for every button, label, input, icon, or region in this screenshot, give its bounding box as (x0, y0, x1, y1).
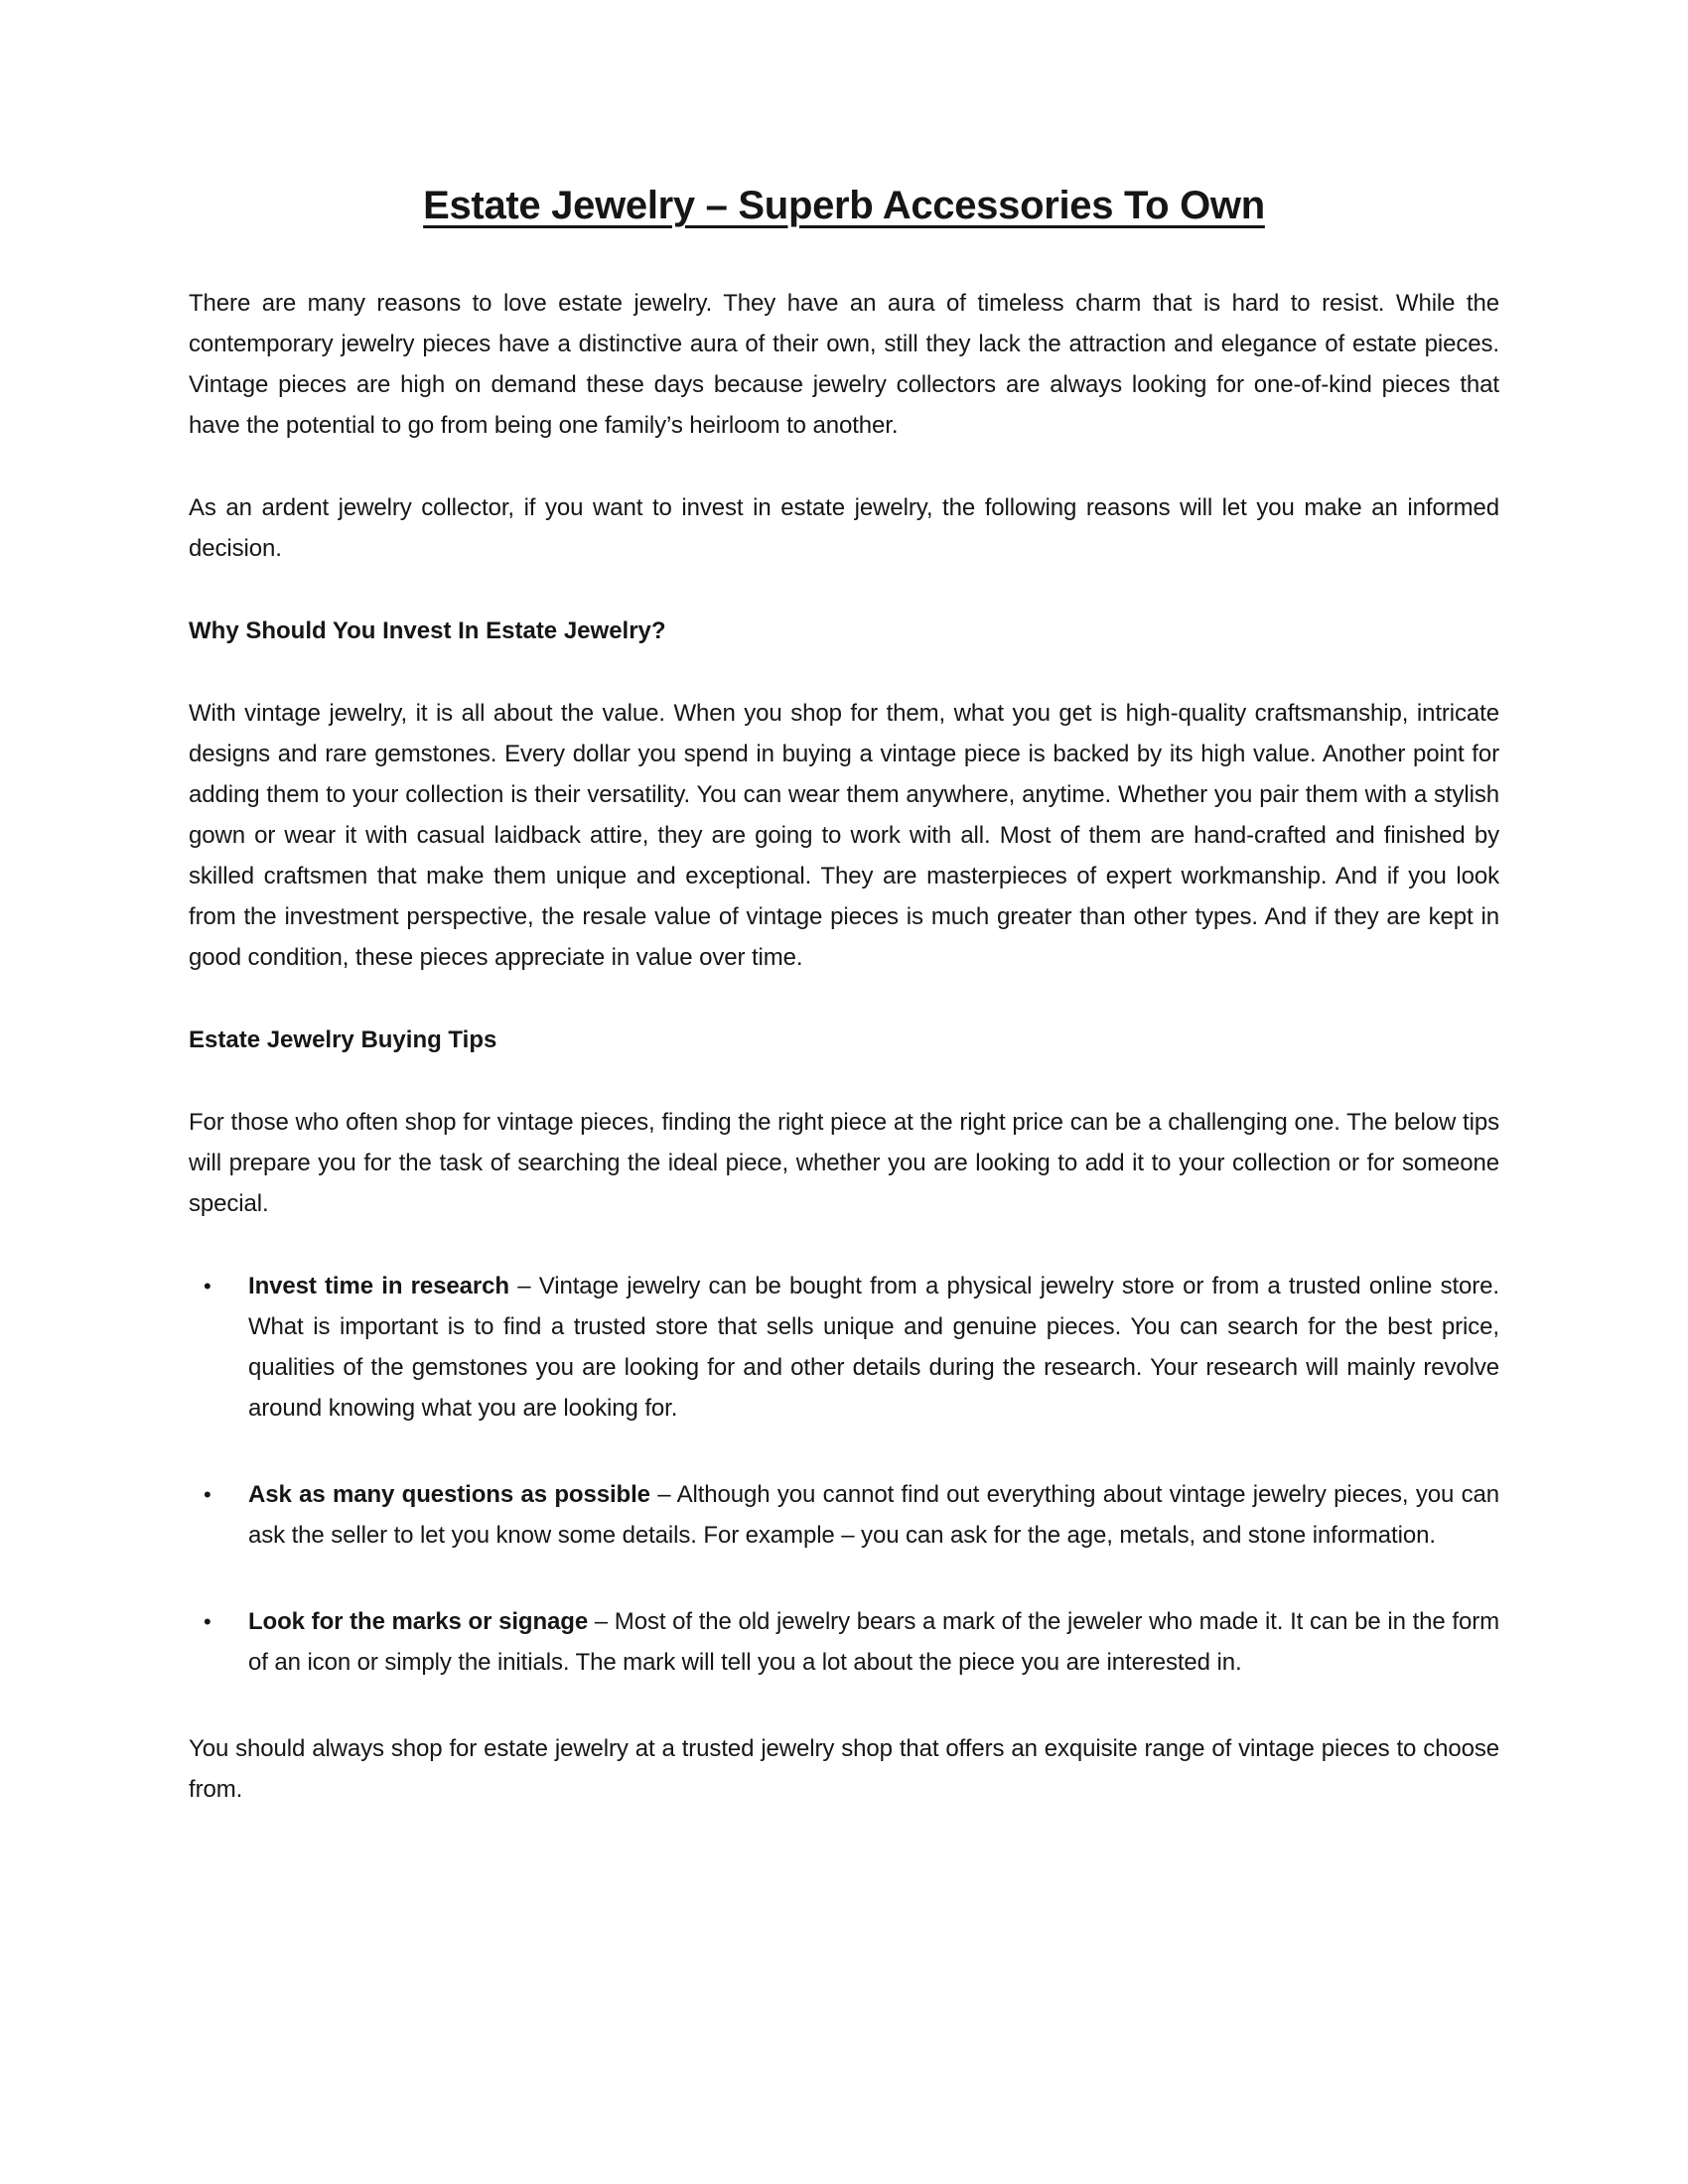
list-item-lead: Look for the marks or signage (248, 1608, 589, 1635)
paragraph-closing: You should always shop for estate jewelry at a trusted jewelry shop that offers an exquisite range of vintage pieces to choose from. (189, 1735, 1499, 1803)
section-heading-buying-tips: Estate Jewelry Buying Tips (189, 1026, 497, 1053)
section-heading-why-invest: Why Should You Invest In Estate Jewelry? (189, 617, 666, 644)
list-item-text: – Most of the old jewelry bears a mark of the jeweler who made it. It can be in the form of an icon or simply the initials. The mark will tell you a lot about the piece you are interested in. (248, 1608, 1499, 1676)
list-item-text: – Vintage jewelry can be bought from a physical jewelry store or from a trusted online store. What is important is to find a trusted store that sells unique and genuine pieces. You can search for the best price, qualities of the gemstones you are looking for and other details during the research. Your research will mainly revolve around knowing what you are looking for. (248, 1273, 1499, 1422)
bullet-icon: • (204, 1609, 211, 1634)
list-item-lead: Ask as many questions as possible (248, 1481, 650, 1508)
buying-tips-list (189, 1266, 1499, 1683)
paragraph-intro-1: There are many reasons to love estate jewelry. They have an aura of timeless charm that is hard to resist. While the contemporary jewelry pieces have a distinctive aura of their own, still they lack the attraction and elegance of estate pieces. Vintage pieces are high on demand these days because jewelry collectors are always looking for one-of-kind pieces that have the potential to go from being one family’s heirloom to another. (189, 290, 1499, 439)
list-item-text: – Although you cannot find out everything about vintage jewelry pieces, you can ask the seller to let you know some details. For example – you can ask for the age, metals, and stone information. (248, 1481, 1499, 1549)
bullet-icon: • (204, 1274, 211, 1298)
paragraph-buying-tips-body: For those who often shop for vintage pieces, finding the right piece at the right price can be a challenging one. The below tips will prepare you for the task of searching the ideal piece, whether you are looking to add it to your collection or for someone special. (189, 1109, 1499, 1217)
list-item-ask-questions (189, 1474, 1499, 1556)
list-item-look-for-marks (189, 1601, 1499, 1683)
bullet-icon: • (204, 1482, 211, 1507)
paragraph-intro-2: As an ardent jewelry collector, if you want to invest in estate jewelry, the following reasons will let you make an informed decision. (189, 494, 1499, 562)
page-title: Estate Jewelry – Superb Accessories To Own (423, 184, 1265, 227)
list-item-invest-time (189, 1266, 1499, 1429)
paragraph-why-invest-body: With vintage jewelry, it is all about the value. When you shop for them, what you get is high-quality craftsmanship, intricate designs and rare gemstones. Every dollar you spend in buying a vintage piece is backed by its high value. Another point for adding them to your collection is their versatility. You can wear them anywhere, anytime. Whether you pair them with a stylish gown or wear it with casual laidback attire, they are going to work with all. Most of them are hand-crafted and finished by skilled craftsmen that make them unique and exceptional. They are masterpieces of expert workmanship. And if you look from the investment perspective, the resale value of vintage pieces is much greater than other types. And if they are kept in good condition, these pieces appreciate in value over time. (189, 700, 1499, 971)
list-item-lead: Invest time in research (248, 1273, 509, 1299)
